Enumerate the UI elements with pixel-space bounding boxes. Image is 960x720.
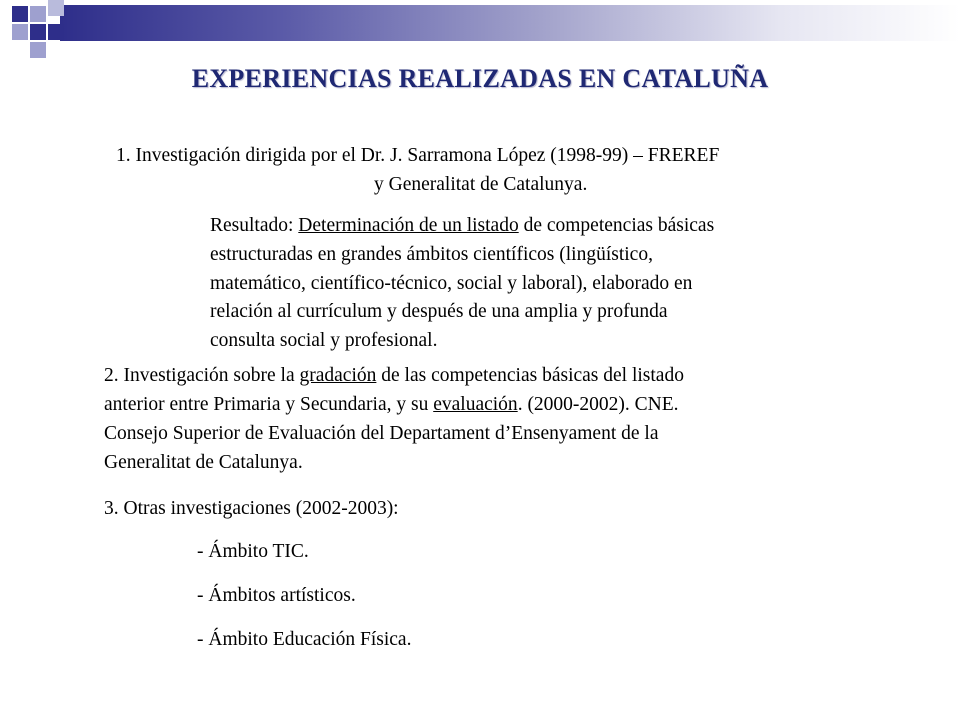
item2-line4: Generalitat de Catalunya. [104, 452, 303, 473]
item2-line3: Consejo Superior de Evaluación del Departament d’Ensenyament de la [104, 423, 659, 444]
item2-text: . (2000-2002). CNE. [517, 394, 679, 415]
decor-square-dark [12, 6, 28, 22]
item2-text: 2. Investigación sobre la [104, 365, 300, 386]
item1-result-line3: matemático, científico-técnico, social y laboral), elaborado en [210, 273, 693, 294]
decor-square-dark [30, 24, 46, 40]
item2-text: de las competencias básicas del listado [376, 365, 684, 386]
item3-subitem-artisticos: - Ámbitos artísticos. [197, 585, 356, 606]
item1-result-line2: estructuradas en grandes ámbitos científicos (lingüístico, [210, 244, 653, 265]
item1-result-line1 [210, 211, 714, 240]
header-decoration [0, 0, 960, 60]
result-prefix: Resultado: [210, 215, 299, 236]
decor-square-light [48, 0, 64, 16]
decor-square-light [12, 24, 28, 40]
header-gradient-bar [60, 5, 960, 41]
result-underlined-text: Determinación de un listado [298, 215, 519, 236]
item2-line2 [104, 390, 679, 419]
decor-square-light [30, 6, 46, 22]
item2-text: anterior entre Primaria y Secundaria, y su [104, 394, 434, 415]
decor-square-light [30, 42, 46, 58]
item1-line1: 1. Investigación dirigida por el Dr. J. Sarramona López (1998-99) – FREREF [116, 145, 720, 166]
item1-result-line5: consulta social y profesional. [210, 330, 438, 351]
item2-underlined-gradacion: gradación [299, 365, 377, 386]
item3-subitem-tic: - Ámbito TIC. [197, 541, 309, 562]
item3-subitem-educacion-fisica: - Ámbito Educación Física. [197, 629, 412, 650]
item1-line2: y Generalitat de Catalunya. [374, 174, 588, 195]
item2-underlined-evaluacion: evaluación [433, 394, 518, 415]
result-line1-rest: de competencias básicas [518, 215, 715, 236]
item2-line1 [104, 361, 684, 390]
item3-heading: 3. Otras investigaciones (2002-2003): [104, 498, 399, 519]
decor-square-dark [48, 24, 64, 40]
item1-result-line4: relación al currículum y después de una amplia y profunda [210, 301, 668, 322]
slide-title: EXPERIENCIAS REALIZADAS EN CATALUÑA [191, 64, 769, 93]
